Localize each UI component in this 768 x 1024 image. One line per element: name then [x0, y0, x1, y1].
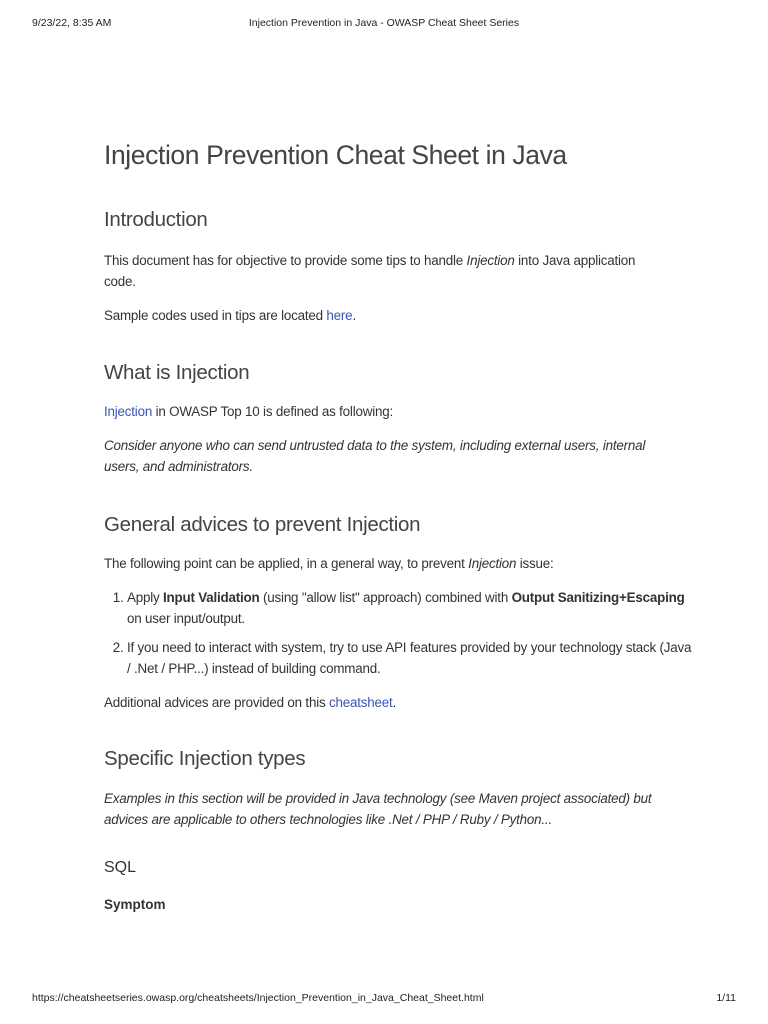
list-item: 2. If you need to interact with system, try to use API features provided by your technology stack (Java / .Net / PHP...) instead of building command.: [127, 637, 693, 679]
cheatsheet-link[interactable]: cheatsheet: [329, 695, 393, 710]
heading-specific-injection-types: Specific Injection types: [104, 747, 306, 770]
injection-link[interactable]: Injection: [104, 404, 153, 419]
what-is-paragraph: Injection in OWASP Top 10 is defined as following:: [104, 404, 393, 419]
heading-what-is-injection: What is Injection: [104, 361, 250, 384]
page-number: 1/11: [716, 992, 736, 1004]
print-date: 9/23/22, 8:35 AM: [32, 17, 112, 29]
specific-types-note: Examples in this section will be provided in Java technology (see Maven project associated) but advices are applicable to others technologies like .Net / PHP / Ruby / Python...: [104, 791, 652, 827]
list-item: 1. Apply Input Validation (using "allow list" approach) combined with Output Sanitizing+Escaping on user input/output.: [127, 587, 693, 629]
heading-symptom: Symptom: [104, 897, 166, 912]
heading-introduction: Introduction: [104, 208, 208, 231]
intro-emphasis: Injection: [466, 253, 515, 268]
print-url: https://cheatsheetseries.owasp.org/cheatsheets/Injection_Prevention_in_Java_Cheat_Sheet.html: [32, 992, 484, 1004]
owasp-definition-quote: Consider anyone who can send untrusted data to the system, including external users, internal users, and administrators.: [104, 438, 646, 474]
sample-codes-paragraph: Sample codes used in tips are located here.: [104, 308, 356, 323]
page-title: Injection Prevention Cheat Sheet in Java: [104, 140, 567, 170]
additional-advices-paragraph: Additional advices are provided on this cheatsheet.: [104, 695, 397, 710]
here-link[interactable]: here: [326, 308, 353, 323]
intro-paragraph: This document has for objective to provide some tips to handle Injection into Java application code.: [104, 253, 636, 289]
general-intro-paragraph: The following point can be applied, in a general way, to prevent Injection issue:: [104, 556, 554, 571]
print-page-title: Injection Prevention in Java - OWASP Cheat Sheet Series: [248, 17, 520, 29]
advices-list: [104, 587, 693, 687]
heading-general-advices: General advices to prevent Injection: [104, 513, 421, 536]
print-footer: [32, 992, 736, 1008]
heading-sql: SQL: [104, 859, 137, 876]
print-header: [32, 17, 736, 33]
